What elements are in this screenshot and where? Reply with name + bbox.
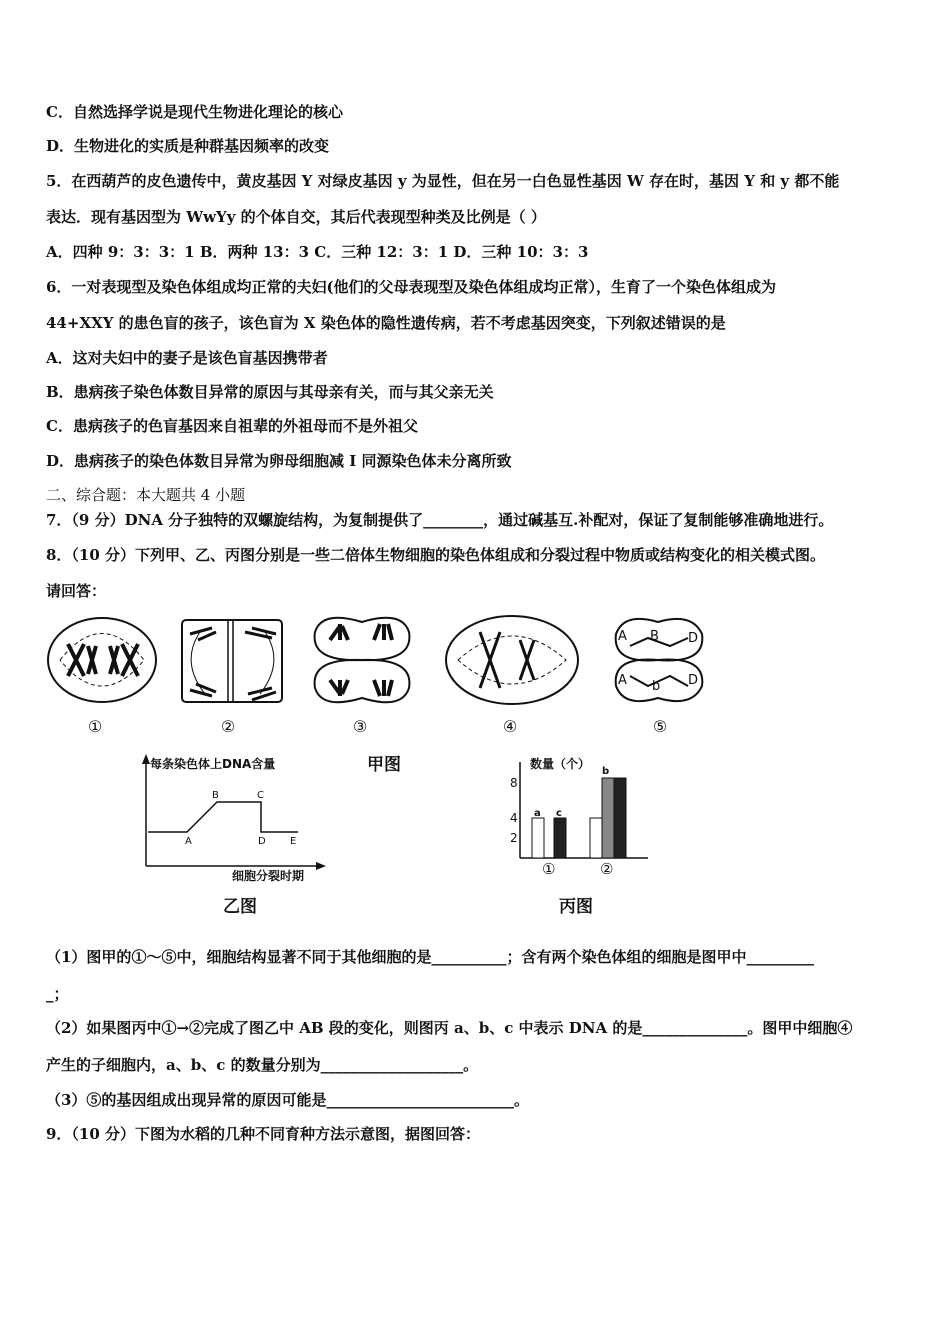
cell-1-diagram	[48, 618, 156, 702]
jia-title: 甲图	[367, 755, 401, 775]
bing-title: 丙图	[559, 897, 593, 917]
question-8-part-1-cont: _；	[46, 985, 69, 1003]
cell-2-diagram	[182, 620, 282, 702]
option-c-q6: C．患病孩子的色盲基因来自祖辈的外祖母而不是外祖父	[46, 417, 418, 435]
option-d-q6: D．患病孩子的染色体数目异常为卵母细胞减 I 同源染色体未分离所致	[46, 452, 512, 470]
cell-label: ③	[352, 717, 368, 736]
option-b-q6: B．患病孩子染色体数目异常的原因与其母亲有关，而与其父亲无关	[46, 383, 494, 401]
yi-line	[148, 802, 298, 832]
yi-point-label: E	[290, 836, 297, 847]
yi-point-label: D	[258, 836, 266, 847]
question-8-figure	[40, 612, 920, 932]
yi-xlabel: 细胞分裂时期	[232, 869, 305, 883]
question-7: 7．（9 分）DNA 分子独特的双螺旋结构，为复制提供了________，通过碱基互.补配对，保证了复制能够准确地进行。	[46, 511, 834, 529]
yi-point-label: A	[185, 836, 192, 847]
cell-3-diagram	[315, 618, 410, 702]
gene-label: A	[618, 673, 627, 688]
bar-letter: b	[602, 766, 610, 777]
bar-letter: a	[534, 808, 541, 819]
yi-y-arrow	[142, 754, 150, 764]
yi-ylabel: 每条染色体上DNA含量	[150, 757, 276, 771]
gene-label: A	[618, 629, 627, 644]
bing-group-label: ②	[600, 860, 614, 878]
yi-chart	[142, 754, 326, 917]
bar-c-2	[614, 778, 626, 858]
cell-label: ⑤	[652, 717, 668, 736]
yi-x-arrow	[316, 862, 326, 870]
question-6-stem-2: 44+XXY 的患色盲的孩子，该色盲为 X 染色体的隐性遗传病，若不考虑基因突变，下列叙述错误的是	[46, 314, 726, 332]
option-a-q6: A．这对夫妇中的妻子是该色盲基因携带者	[46, 349, 328, 367]
cell-label: ④	[502, 717, 518, 736]
cell-label: ②	[220, 717, 236, 736]
bing-ytick: 2	[510, 831, 518, 845]
question-8-part-2-cont: 产生的子细胞内，a、b、c 的数量分别为___________________。	[46, 1056, 479, 1074]
bing-ylabel: 数量（个）	[530, 757, 591, 771]
question-8-part-1: （1）图甲的①～⑤中，细胞结构显著不同于其他细胞的是__________；含有两个染色体组的细胞是图甲中_________	[46, 948, 814, 966]
question-6-stem: 6．一对表现型及染色体组成均正常的夫妇(他们的父母表现型及染色体组成均正常），生育了一个染色体组成为	[46, 278, 777, 296]
question-5-stem-2: 表达．现有基因型为 WwYy 的个体自交，其后代表现型种类及比例是（ ）	[46, 208, 546, 226]
yi-point-label: B	[212, 790, 219, 801]
yi-title: 乙图	[223, 897, 257, 917]
question-8-part-2: （2）如果图丙中①→②完成了图乙中 AB 段的变化，则图丙 a、b、c 中表示 DNA 的是______________。图甲中细胞④	[46, 1019, 853, 1037]
cell-4-diagram	[446, 616, 578, 704]
gene-label: B	[650, 629, 659, 644]
bar-c-1	[554, 818, 566, 858]
bar-letter: c	[556, 808, 562, 819]
figure-svg	[40, 612, 920, 932]
option-d-q4: D．生物进化的实质是种群基因频率的改变	[46, 137, 330, 155]
cell-label: ①	[87, 717, 103, 736]
question-5-stem: 5．在西葫芦的皮色遗传中，黄皮基因 Y 对绿皮基因 y 为显性，但在另一白色显性基因 W 存在时，基因 Y 和 y 都不能	[46, 172, 840, 190]
gene-label: D	[688, 631, 699, 646]
bar-a-2	[590, 818, 602, 858]
yi-point-label: C	[257, 790, 264, 801]
section-heading: 二、综合题：本大题共 4 小题	[46, 486, 246, 504]
gene-label: b	[652, 679, 661, 694]
bing-ytick: 4	[510, 811, 518, 825]
question-8-stem: 8．（10 分）下列甲、乙、丙图分别是一些二倍体生物细胞的染色体组成和分裂过程中物质或结构变化的相关模式图。	[46, 546, 826, 564]
bar-b-2	[602, 778, 614, 858]
gene-label: D	[688, 673, 699, 688]
question-8-prompt: 请回答：	[46, 582, 107, 600]
bing-chart	[510, 756, 648, 917]
bing-ytick: 8	[510, 776, 518, 790]
bing-group-label: ①	[542, 860, 556, 878]
question-9-stem: 9．（10 分）下图为水稻的几种不同育种方法示意图，据图回答：	[46, 1125, 481, 1143]
question-8-part-3: （3）⑤的基因组成出现异常的原因可能是_________________________。	[46, 1091, 529, 1109]
question-5-options: A．四种 9：3：3：1 B．两种 13：3 C．三种 12：3：1 D．三种 10：3：3	[46, 243, 589, 261]
bar-a-1	[532, 818, 544, 858]
option-c-q4: C．自然选择学说是现代生物进化理论的核心	[46, 103, 343, 121]
